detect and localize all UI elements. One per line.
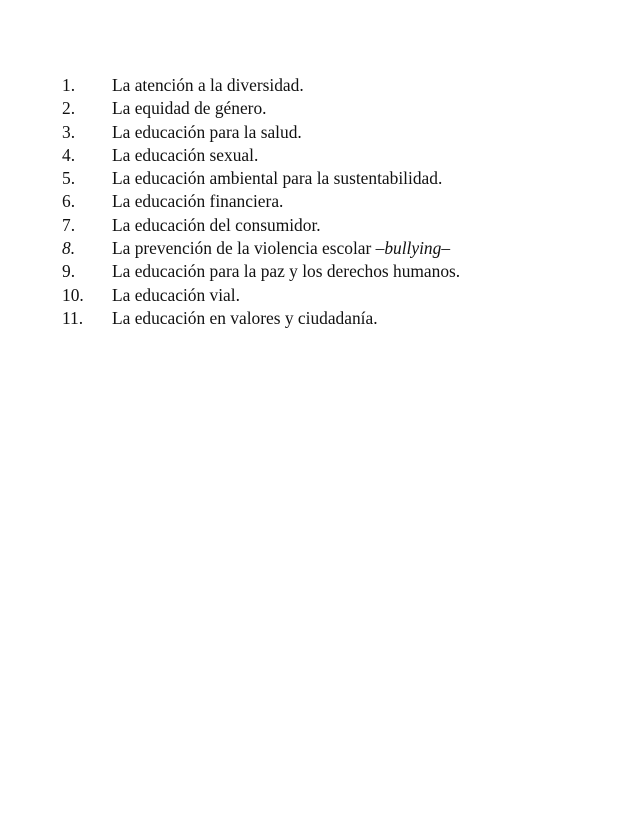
- list-item: [62, 97, 460, 120]
- list-item-text: La educación ambiental para la sustentabilidad.: [112, 168, 443, 189]
- list-item-text-main: La prevención de la violencia escolar –: [112, 238, 385, 259]
- list-item: [62, 214, 460, 237]
- list-item-text: La atención a la diversidad.: [112, 75, 304, 95]
- list-item-text: La educación para la paz y los derechos humanos.: [112, 261, 461, 282]
- list-item-number: 2.: [62, 98, 76, 119]
- list-item-number: 5.: [62, 168, 76, 189]
- list-item-text: La equidad de género.: [112, 98, 267, 119]
- list-item-text: La educación en valores y ciudadanía.: [112, 307, 378, 328]
- list-item-text: La educación del consumidor.: [112, 214, 321, 235]
- list-item-number: 4.: [62, 144, 76, 165]
- list-item-number: 7.: [62, 214, 76, 235]
- list-item: [62, 74, 460, 97]
- list-item: [62, 167, 460, 190]
- list-item: [62, 144, 460, 167]
- list-item: [62, 307, 460, 330]
- list-item-emphasis: bullying: [384, 238, 442, 259]
- list-item-text: La educación sexual.: [112, 144, 259, 165]
- list-item-number: 3.: [62, 121, 76, 142]
- list-item: [62, 190, 460, 213]
- list-item-text: La educación vial.: [112, 284, 240, 305]
- list-item-text: [112, 237, 450, 260]
- list-item-number: 9.: [62, 261, 76, 282]
- list-item: [62, 260, 460, 283]
- list-item-number: 6.: [62, 191, 76, 212]
- list-item-number: 8.: [62, 238, 76, 259]
- list-item: [62, 284, 460, 307]
- list-item: [62, 237, 460, 260]
- list-item-number: 11.: [62, 307, 84, 328]
- list-item-number: 10.: [62, 284, 84, 305]
- list-item-suffix: –: [441, 238, 451, 259]
- list-item-text: La educación financiera.: [112, 191, 284, 212]
- list-item: [62, 121, 460, 144]
- numbered-list: [62, 74, 460, 330]
- list-item-text: La educación para la salud.: [112, 121, 302, 142]
- list-item-number: 1.: [62, 75, 76, 95]
